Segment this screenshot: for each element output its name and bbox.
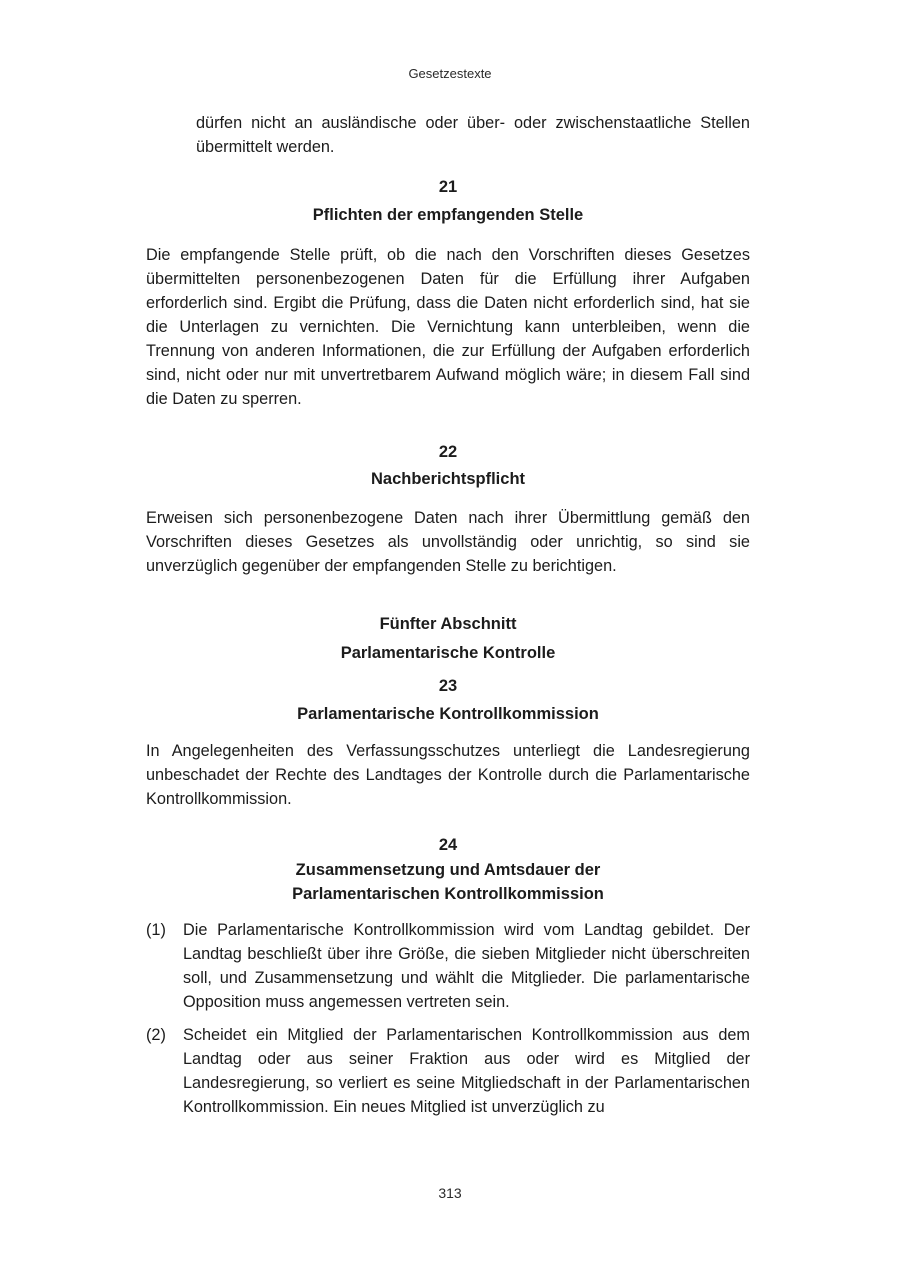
page-number: 313 [438, 1185, 462, 1201]
section-24-item-1 [146, 918, 750, 1014]
chapter-heading-line2: Parlamentarische Kontrolle [340, 644, 556, 662]
section-22-text: Erweisen sich personenbezogene Daten nach ihrer Übermittlung gemäß den Vorschriften dieses Gesetzes als unvollständig oder unrichtig, so sind sie unverzüglich gegenüber der empfangenden Stelle zu berichtigen. [146, 509, 750, 575]
section-24-item-2 [146, 1023, 750, 1119]
chapter-heading-line1: Fünfter Abschnitt [379, 615, 517, 633]
item-text: Scheidet ein Mitglied der Parlamentarischen Kontrollkommission aus dem Landtag oder aus seiner Fraktion aus oder wird es Mitglied der Landesregierung, so verliert es seine Mitgliedschaft in der Parlamentarischen Kontrollkommission. Ein neues Mitglied ist unverzüglich zu [183, 1026, 750, 1116]
section-22-number: 22 [438, 443, 458, 461]
running-head: Gesetzestexte [408, 66, 492, 81]
section-22-title: Nachberichtspflicht [370, 470, 526, 488]
section-21-text: Die empfangende Stelle prüft, ob die nach den Vorschriften dieses Gesetzes übermittelten personenbezogenen Daten für die Erfüllung ihrer Aufgaben erforderlich sind. Ergibt die Prüfung, dass die Daten nicht erforderlich sind, hat sie die Unterlagen zu vernichten. Die Vernichtung kann unterbleiben, wenn die Trennung von anderen Informationen, die zur Erfüllung der Aufgaben erforderlich sind, nicht oder nur mit unvertretbarem Aufwand möglich wäre; in diesem Fall sind die Daten zu sperren. [146, 246, 750, 408]
item-number: (2) [146, 1026, 166, 1044]
section-23-number: 23 [438, 677, 458, 695]
section-24-title-line2: Parlamentarischen Kontrollkommission [292, 885, 604, 903]
item-text: Die Parlamentarische Kontrollkommission wird vom Landtag gebildet. Der Landtag beschließt über ihre Größe, die sieben Mitglieder nicht überschreiten soll, und Zusammensetzung und wählt die Mitglieder. Die parlamentarische Opposition muss angemessen vertreten sein. [183, 921, 750, 1011]
section-23-text: In Angelegenheiten des Verfassungsschutzes unterliegt die Landesregierung unbeschadet der Rechte des Landtages der Kontrolle durch die Parlamentarische Kontrollkommission. [146, 742, 750, 808]
section-24-title-line1: Zusammensetzung und Amtsdauer der [295, 861, 601, 879]
carryover-paragraph: dürfen nicht an ausländische oder über- oder zwischenstaatliche Stellen übermittelt werden. [196, 114, 750, 156]
item-number: (1) [146, 921, 166, 939]
section-21-number: 21 [438, 178, 458, 196]
section-21-title: Pflichten der empfangenden Stelle [312, 206, 584, 224]
section-23-title: Parlamentarische Kontrollkommission [297, 705, 599, 723]
section-24-number: 24 [438, 836, 458, 854]
